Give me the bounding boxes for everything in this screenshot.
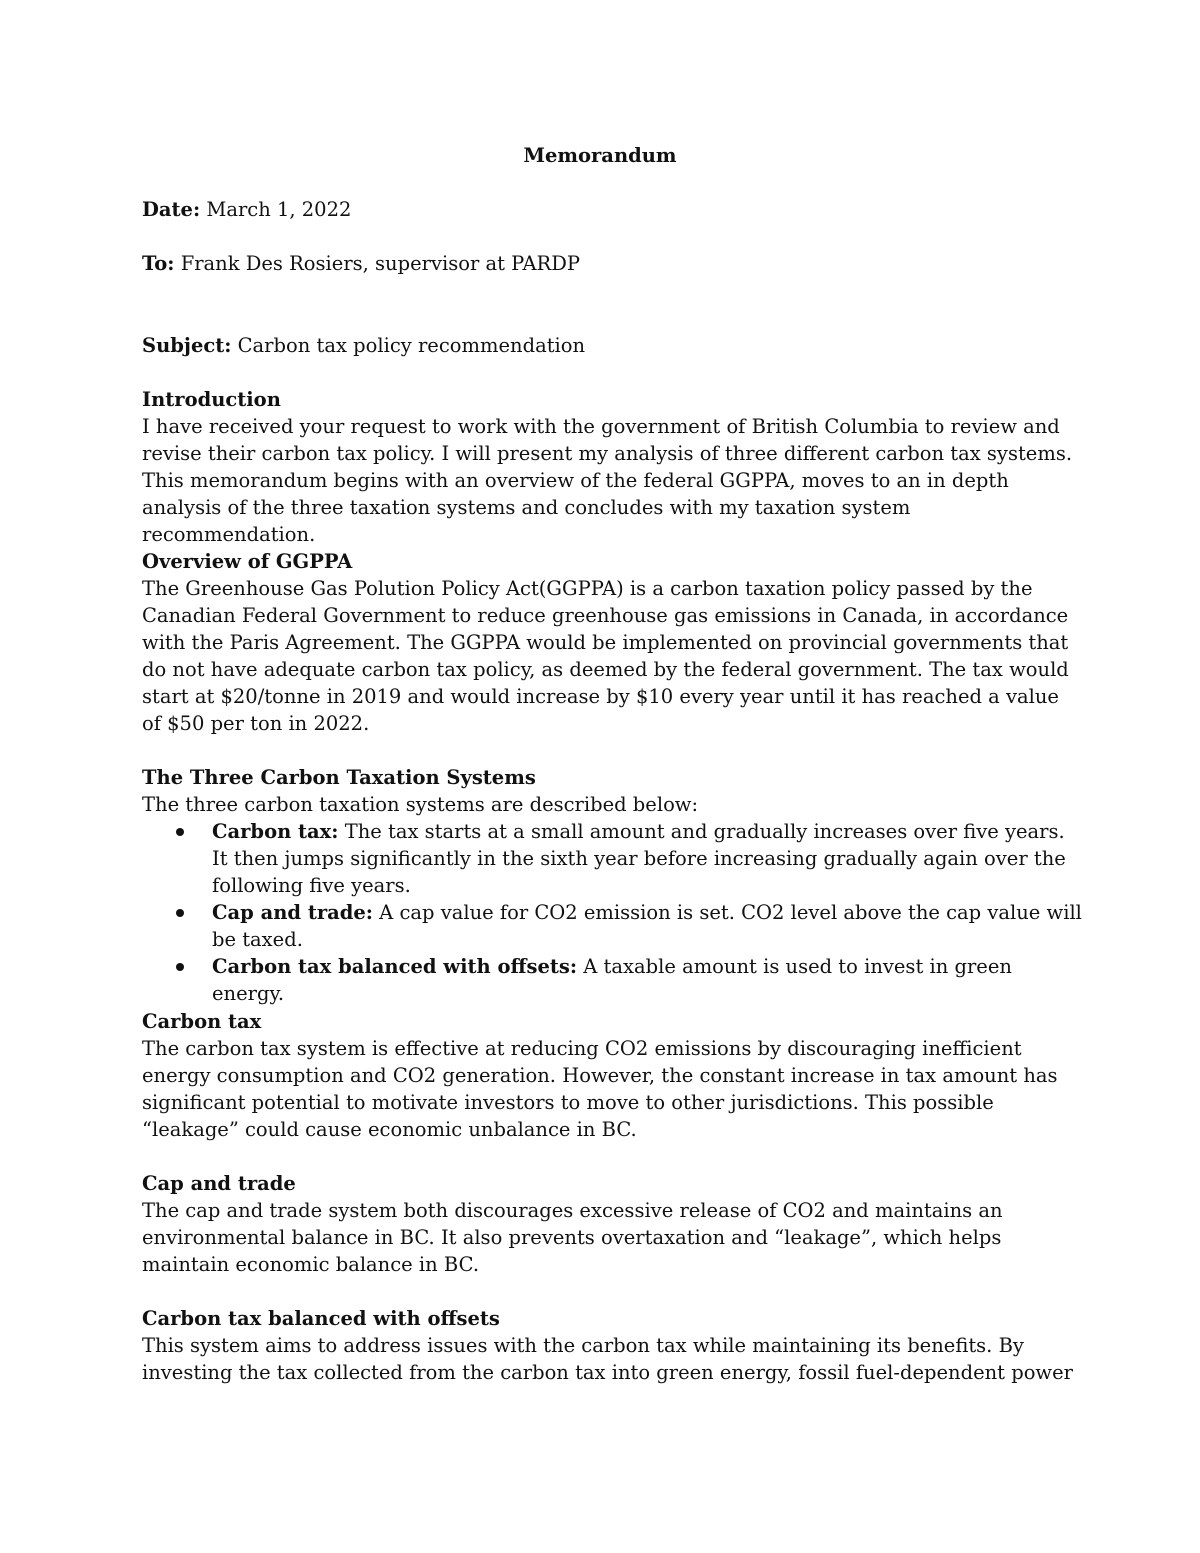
introduction-section [142,386,1082,548]
offsets-body: This system aims to address issues with the carbon tax while maintaining its benefits. By investing the tax collected from the carbon tax into green energy, fossil fuel-dependent power [142,1334,1073,1384]
list-item-text: The tax starts at a small amount and gradually increases over five years. It then jumps significantly in the sixth year before increasing gradually again over the following five years. [212,820,1066,897]
date-label: Date: [142,198,201,221]
bullet-icon [176,963,184,971]
systems-list [142,818,1082,1007]
cap-and-trade-body: The cap and trade system both discourages excessive release of CO2 and maintains an environmental balance in BC. It also prevents overtaxation and “leakage”, which helps maintain economic balance in BC. [142,1199,1003,1276]
list-item [142,818,1082,899]
systems-section [142,764,1082,1007]
systems-intro: The three carbon taxation systems are described below: [142,793,699,816]
ggppa-body: The Greenhouse Gas Polution Policy Act(GGPPA) is a carbon taxation policy passed by the Canadian Federal Government to reduce greenhouse gas emissions in Canada, in accordance with the Paris Agreement. The GGPPA would be implemented on provincial governments that do not have adequate carbon tax policy, as deemed by the federal government. The tax would start at $20/tonne in 2019 and would increase by $10 every year until it has reached a value of $50 per ton in 2022. [142,577,1069,735]
list-item-text: A cap value for CO2 emission is set. CO2 level above the cap value will be taxed. [212,901,1082,951]
list-item-term: Carbon tax balanced with offsets: [212,955,578,978]
systems-heading: The Three Carbon Taxation Systems [142,766,536,789]
introduction-body: I have received your request to work with the government of British Columbia to review and revise their carbon tax policy. I will present my analysis of three different carbon tax systems. This memorandum begins with an overview of the federal GGPPA, moves to an in depth analysis of the three taxation systems and concludes with my taxation system recommendation. [142,415,1073,546]
list-item [142,899,1082,953]
date-line [142,196,351,223]
list-item-term: Carbon tax: [212,820,339,843]
ggppa-section [142,548,1082,737]
carbon-tax-body: The carbon tax system is effective at reducing CO2 emissions by discouraging inefficient energy consumption and CO2 generation. However, the constant increase in tax amount has significant potential to motivate investors to move to other jurisdictions. This possible “leakage” could cause economic unbalance in BC. [142,1037,1058,1141]
to-label: To: [142,252,175,275]
ggppa-heading: Overview of GGPPA [142,550,353,573]
offsets-heading: Carbon tax balanced with offsets [142,1307,500,1330]
offsets-section [142,1305,1082,1386]
carbon-tax-heading: Carbon tax [142,1010,262,1033]
subject-label: Subject: [142,334,232,357]
date-value: March 1, 2022 [206,198,352,221]
cap-and-trade-section [142,1170,1082,1278]
to-line [142,250,580,277]
subject-value: Carbon tax policy recommendation [237,334,586,357]
list-item-term: Cap and trade: [212,901,373,924]
to-value: Frank Des Rosiers, supervisor at PARDP [180,252,580,275]
cap-and-trade-heading: Cap and trade [142,1172,296,1195]
list-item [142,953,1082,1007]
carbon-tax-section [142,1008,1082,1143]
bullet-icon [176,828,184,836]
memo-title: Memorandum [523,144,677,167]
subject-line [142,332,585,359]
bullet-icon [176,909,184,917]
introduction-heading: Introduction [142,388,281,411]
list-item-text: A taxable amount is used to invest in green energy. [212,955,1012,1005]
